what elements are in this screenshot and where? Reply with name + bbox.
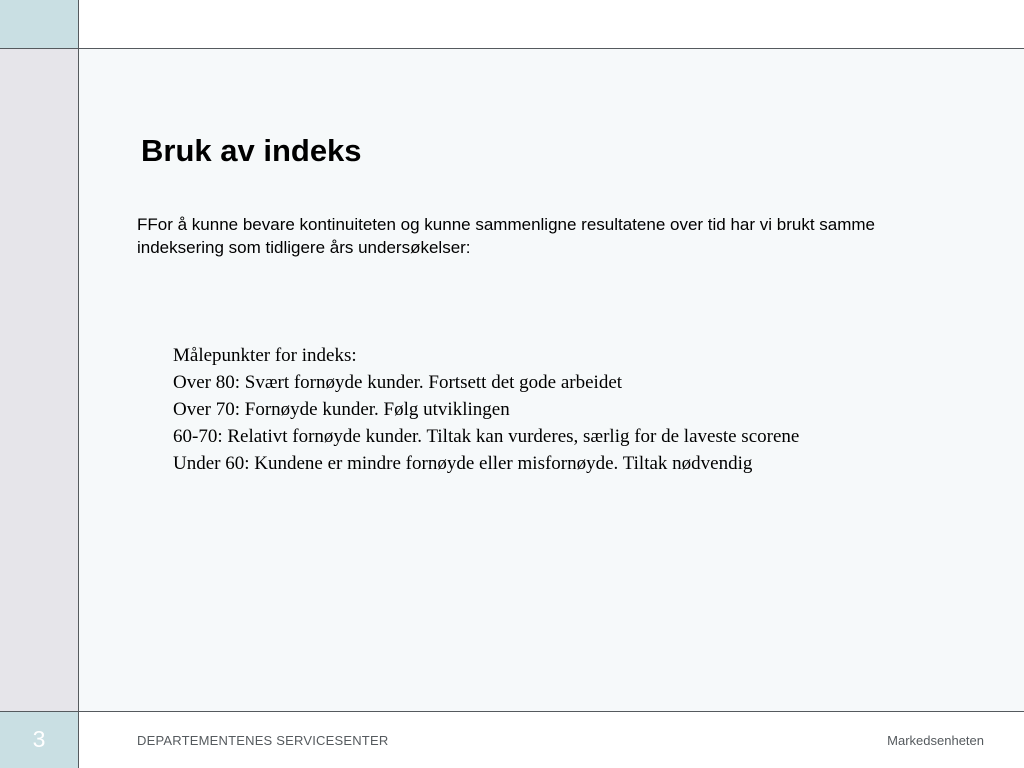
footer-organization: DEPARTEMENTENES SERVICESENTER: [137, 733, 389, 748]
index-point-under-60: Under 60: Kundene er mindre fornøyde eller misfornøyde. Tiltak nødvendig: [173, 453, 753, 474]
top-divider: [0, 48, 1024, 49]
slide-title: Bruk av indeks: [141, 133, 362, 168]
index-point-over-70: Over 70: Fornøyde kunder. Følg utviklingen: [173, 399, 510, 420]
footer-unit: Markedsenheten: [887, 733, 984, 748]
page-number: 3: [32, 726, 46, 752]
bottom-divider: [0, 711, 1024, 712]
corner-accent-block: [0, 0, 78, 48]
intro-paragraph: FFor å kunne bevare kontinuiteten og kunne sammenligne resultatene over tid har vi brukt samme indeksering som tidligere års undersøkelser:: [137, 215, 876, 257]
index-point-60-70: 60-70: Relativt fornøyde kunder. Tiltak kan vurderes, særlig for de laveste scorene: [173, 426, 800, 447]
index-points-list: [173, 342, 973, 477]
index-point-over-80: Over 80: Svært fornøyde kunder. Fortsett det gode arbeidet: [173, 372, 623, 393]
left-rail: [0, 48, 78, 711]
index-points-heading: Målepunkter for indeks:: [173, 345, 357, 366]
vertical-divider: [78, 0, 79, 768]
